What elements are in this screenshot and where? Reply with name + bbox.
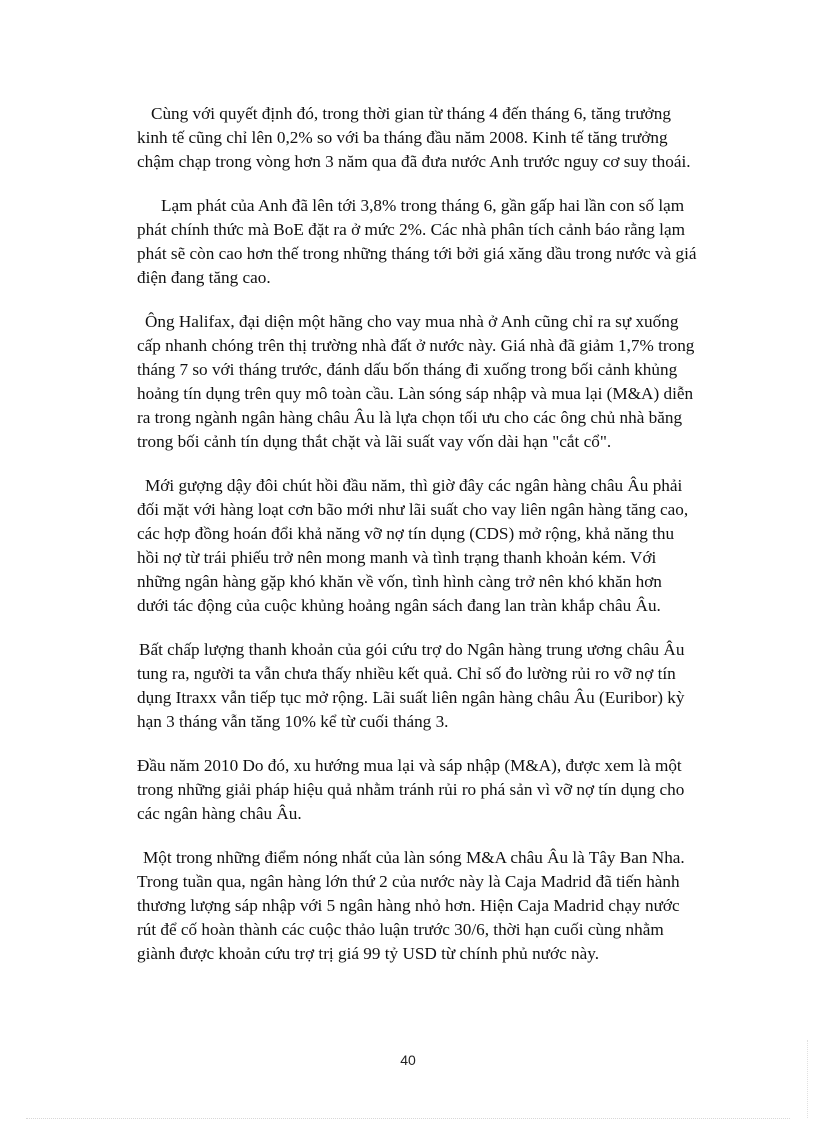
paragraph-uk-inflation: Lạm phát của Anh đã lên tới 3,8% trong tháng 6, gần gấp hai lần con số lạm phát chính thức mà BoE đặt ra ở mức 2%. Các nhà phân tích cảnh báo rằng lạm phát sẽ còn cao hơn thế trong những tháng tới bởi giá xăng dầu trong nước và giá điện đang tăng cao. [137, 196, 697, 287]
paragraph-ma-trend: Đầu năm 2010 Do đó, xu hướng mua lại và sáp nhập (M&A), được xem là một trong những giải pháp hiệu quả nhằm tránh rủi ro phá sản vì vỡ nợ tín dụng cho các ngân hàng châu Âu. [137, 756, 685, 823]
page-number: 40 [400, 1052, 416, 1068]
paragraph-european-banks: Mới gượng dậy đôi chút hồi đầu năm, thì giờ đây các ngân hàng châu Âu phải đối mặt với hàng loạt cơn bão mới như lãi suất cho vay liên ngân hàng tăng cao, các hợp đồng hoán đổi khả năng vỡ nợ tín dụng (CDS) mở rộng, khả năng thu hồi nợ từ trái phiếu trở nên mong manh và tình trạng thanh khoản kém. Với những ngân hàng gặp khó khăn về vốn, tình hình càng trở nên khó khăn hơn dưới tác động của cuộc khủng hoảng ngân sách đang lan tràn khắp châu Âu. [137, 476, 689, 615]
paragraph-ecb-liquidity: Bất chấp lượng thanh khoản của gói cứu trợ do Ngân hàng trung ương châu Âu tung ra, người ta vẫn chưa thấy nhiều kết quả. Chỉ số đo lường rủi ro vỡ nợ tín dụng Itraxx vẫn tiếp tục mở rộng. Lãi suất liên ngân hàng châu Âu (Euribor) kỳ hạn 3 tháng vẫn tăng 10% kể từ cuối tháng 3. [137, 640, 685, 731]
paragraph-spain-caja-madrid: Một trong những điểm nóng nhất của làn sóng M&A châu Âu là Tây Ban Nha. Trong tuần qua, ngân hàng lớn thứ 2 của nước này là Caja Madrid đã tiến hành thương lượng sáp nhập với 5 ngân hàng nhỏ hơn. Hiện Caja Madrid chạy nước rút để cố hoàn thành các cuộc thảo luận trước 30/6, thời hạn cuối cùng nhằm giành được khoản cứu trợ trị giá 99 tỷ USD từ chính phủ nước này. [137, 848, 685, 963]
footer-divider [26, 1118, 790, 1119]
body-text [137, 102, 697, 986]
paragraph-halifax-housing: Ông Halifax, đại diện một hãng cho vay mua nhà ở Anh cũng chỉ ra sự xuống cấp nhanh chóng trên thị trường nhà đất ở nước này. Giá nhà đã giảm 1,7% trong tháng 7 so với tháng trước, đánh dấu bốn tháng đi xuống trong bối cảnh khủng hoảng tín dụng trên quy mô toàn cầu. Làn sóng sáp nhập và mua lại (M&A) diễn ra trong ngành ngân hàng châu Âu là lựa chọn tối ưu cho các ông chủ nhà băng trong bối cảnh tín dụng thắt chặt và lãi suất vay vốn dài hạn "cắt cổ". [137, 312, 695, 451]
paragraph-uk-growth: Cùng với quyết định đó, trong thời gian từ tháng 4 đến tháng 6, tăng trưởng kinh tế cũng chỉ lên 0,2% so với ba tháng đầu năm 2008. Kinh tế tăng trưởng chậm chạp trong vòng hơn 3 năm qua đã đưa nước Anh trước nguy cơ suy thoái. [137, 104, 691, 171]
margin-divider [807, 1040, 808, 1118]
